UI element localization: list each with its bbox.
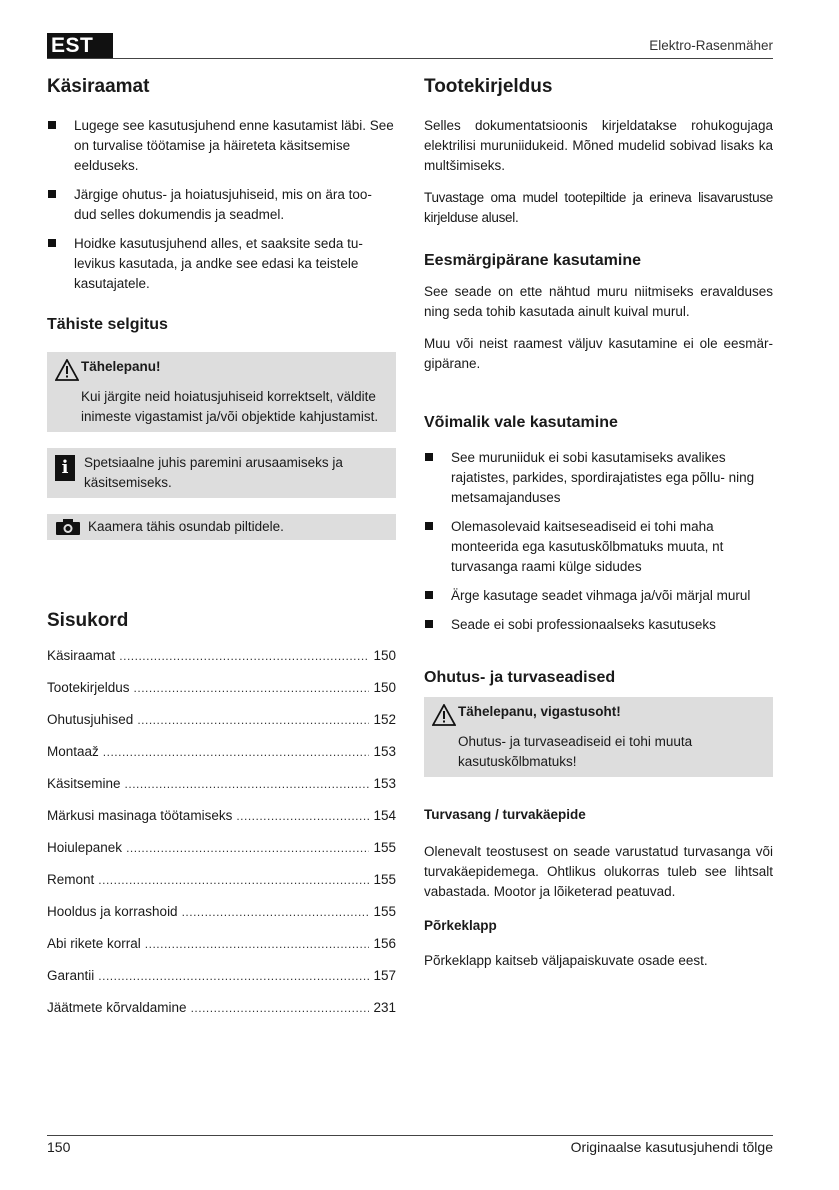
toc-leader (191, 998, 370, 1018)
info-text: Spetsiaalne juhis paremini arusaamiseks ja käsitsemiseks. (84, 455, 343, 490)
list-item: Järgige ohutus- ja hoiatusjuhiseid, mis on ära too- dud selles dokumendis ja seadmel. (47, 185, 396, 225)
flap-paragraph: Põrkeklapp kaitseb väljapaiskuvate osade eest. (424, 953, 708, 968)
misuse-heading: Võimalik vale kasutamine (424, 414, 618, 431)
toc-leader (236, 806, 369, 826)
toc-page: 157 (373, 968, 396, 983)
warning-text: Ohutus- ja turvaseadiseid ei tohi muuta kasutuskõlbmatuks! (458, 734, 693, 769)
toc-row[interactable] (47, 806, 396, 838)
warning-triangle-icon (432, 704, 458, 732)
header-divider (47, 58, 773, 59)
toc-leader (119, 646, 369, 666)
table-of-contents (47, 646, 396, 1030)
toc-page: 153 (373, 744, 396, 759)
toc-page: 155 (373, 904, 396, 919)
list-item: Hoidke kasutusjuhend alles, et saaksite seda tu- levikus kasutada, ja andke see edasi ka teistele kasutajatele. (47, 234, 396, 294)
warning-triangle-icon (55, 359, 81, 387)
toc-label: Käsitsemine (47, 776, 121, 791)
toc-label: Märkusi masinaga töötamiseks (47, 808, 233, 823)
product-heading: Tootekirjeldus (424, 76, 553, 97)
toc-leader (137, 710, 369, 730)
toc-row[interactable] (47, 998, 396, 1030)
toc-row[interactable] (47, 710, 396, 742)
toc-page: 150 (373, 680, 396, 695)
toc-heading: Sisukord (47, 610, 129, 631)
intended-use-paragraph: Muu või neist raamest väljuv kasutamine ei ole eesmär- gipärane. (424, 336, 773, 371)
toc-row[interactable] (47, 966, 396, 998)
language-badge: EST (47, 33, 113, 58)
intended-use-paragraph: See seade on ette nähtud muru niitmiseks eravalduses ning seda tohib kasutada ainult kuival murul. (424, 284, 773, 319)
toc-leader (98, 870, 369, 890)
footer-text: Originaalse kasutusjuhendi tõlge (570, 1139, 773, 1155)
toc-leader (182, 902, 370, 922)
camera-text: Kaamera tähis osundab piltidele. (88, 519, 284, 534)
toc-page: 152 (373, 712, 396, 727)
toc-page: 155 (373, 840, 396, 855)
toc-page: 154 (373, 808, 396, 823)
right-column (424, 76, 773, 983)
list-item: Lugege see kasutusjuhend enne kasutamist läbi. See on turvalise töötamise ja häireteta käsitsemise eelduseks. (47, 116, 396, 176)
toc-label: Hooldus ja korrashoid (47, 904, 178, 919)
left-column (47, 76, 396, 1030)
handle-heading: Turvasang / turvakäepide (424, 807, 586, 822)
page-number: 150 (47, 1139, 71, 1155)
toc-row[interactable] (47, 774, 396, 806)
toc-label: Hoiulepanek (47, 840, 123, 855)
toc-label: Ohutusjuhised (47, 712, 134, 727)
flap-heading: Põrkeklapp (424, 918, 497, 933)
warning-title: Tähelepanu! (81, 359, 161, 374)
toc-page: 153 (373, 776, 396, 791)
intended-use-heading: Eesmärgipärane kasutamine (424, 252, 641, 269)
toc-leader (103, 742, 370, 762)
toc-leader (145, 934, 370, 954)
toc-row[interactable] (47, 678, 396, 710)
toc-leader (134, 678, 370, 698)
toc-page: 231 (373, 1000, 396, 1015)
toc-row[interactable] (47, 870, 396, 902)
list-item: Ärge kasutage seadet vihmaga ja/või märjal murul (424, 586, 773, 606)
kasiraamat-heading: Käsiraamat (47, 76, 150, 97)
toc-label: Jäätmete kõrvaldamine (47, 1000, 187, 1015)
misuse-list (424, 448, 773, 635)
kasiraamat-list (47, 116, 396, 294)
product-paragraph: Selles dokumentatsioonis kirjeldatakse rohukogujaga elektrilisi muruniidukeid. Mõned mudelid sobivad lisaks ka multšimiseks. (424, 118, 773, 173)
safety-devices-heading: Ohutus- ja turvaseadised (424, 669, 616, 686)
toc-page: 150 (373, 648, 396, 663)
toc-label: Montaaž (47, 744, 99, 759)
info-icon: i (55, 455, 75, 481)
toc-label: Tootekirjeldus (47, 680, 130, 695)
toc-row[interactable] (47, 902, 396, 934)
info-box (47, 448, 396, 498)
list-item: Seade ei sobi professionaalseks kasutuseks (424, 615, 773, 635)
toc-label: Garantii (47, 968, 95, 983)
toc-leader (126, 838, 369, 858)
toc-label: Käsiraamat (47, 648, 116, 663)
warning-title: Tähelepanu, vigastusoht! (458, 704, 621, 719)
warning-box (47, 352, 396, 432)
footer-divider (47, 1135, 773, 1136)
toc-leader (125, 774, 370, 794)
toc-leader (98, 966, 369, 986)
document-title: Elektro-Rasenmäher (649, 38, 773, 53)
toc-page: 155 (373, 872, 396, 887)
camera-box (47, 514, 396, 540)
symbols-heading: Tähiste selgitus (47, 316, 168, 333)
toc-row[interactable] (47, 934, 396, 966)
warning-text: Kui järgite neid hoiatusjuhiseid korrektselt, väldite inimeste vigastamist ja/või objektide kahjustamist. (81, 389, 379, 424)
safety-warning-box (424, 697, 773, 777)
toc-page: 156 (373, 936, 396, 951)
product-paragraph: Tuvastage oma mudel tootepiltide ja erineva lisavarustuse kirjelduse alusel. (424, 190, 773, 225)
toc-row[interactable] (47, 838, 396, 870)
toc-label: Abi rikete korral (47, 936, 141, 951)
toc-row[interactable] (47, 646, 396, 678)
list-item: See muruniiduk ei sobi kasutamiseks avalikes rajatistes, parkides, spordirajatistes ega põllu- ning metsamajanduses (424, 448, 773, 508)
camera-icon (55, 518, 81, 536)
list-item: Olemasolevaid kaitseseadiseid ei tohi maha monteerida ega kasutuskõlbmatuks muuta, nt turvasanga raami külge sidudes (424, 517, 773, 577)
toc-row[interactable] (47, 742, 396, 774)
handle-paragraph: Olenevalt teostusest on seade varustatud turvasanga või turvakäepidemega. Ohtlikus olukorras tuleb see lihtsalt vabastada. Mootor ja lõiketerad peatuvad. (424, 844, 773, 899)
toc-label: Remont (47, 872, 95, 887)
